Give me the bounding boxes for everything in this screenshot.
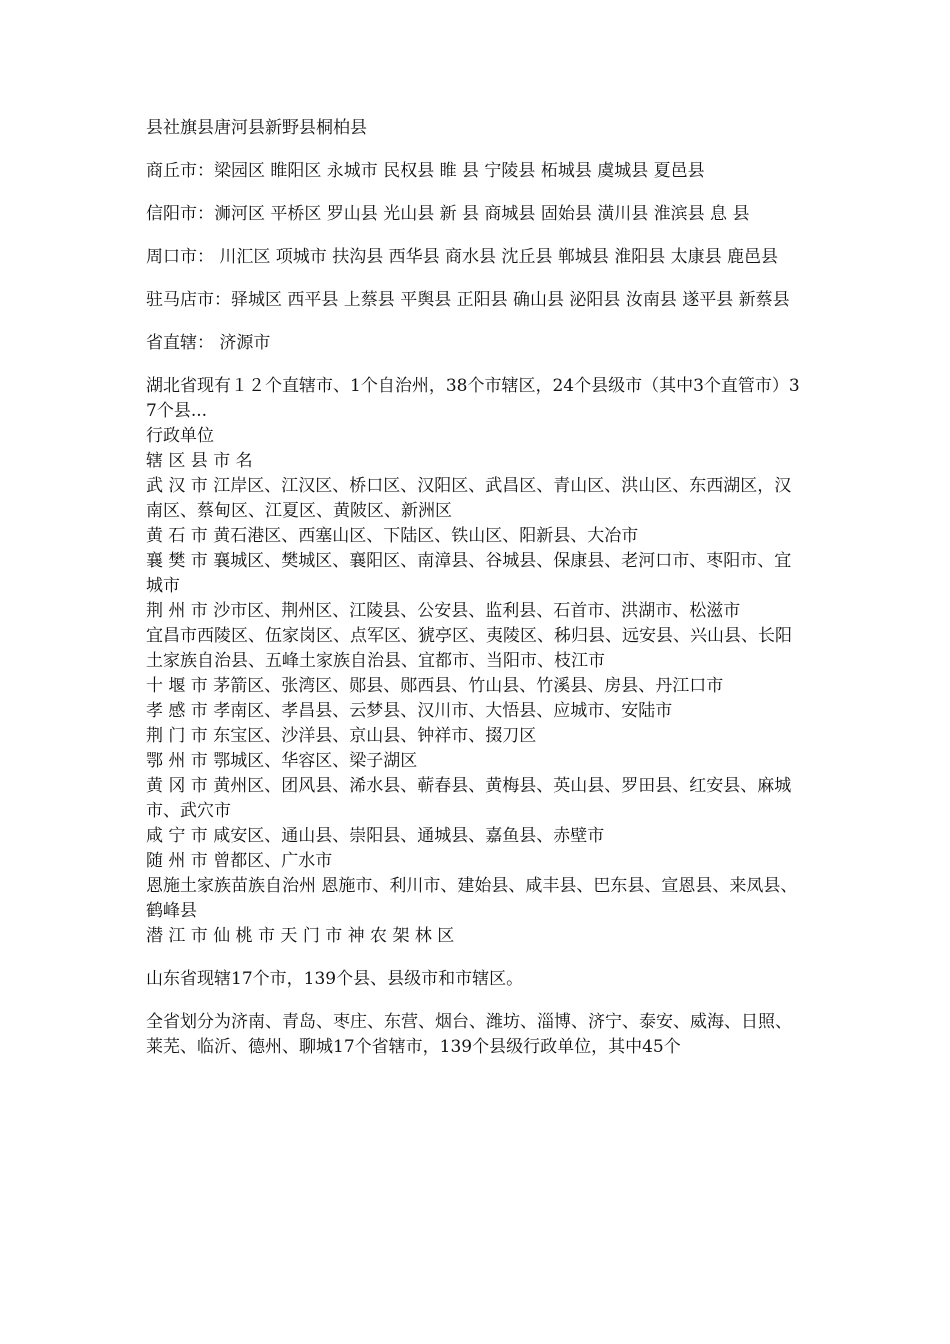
hubei-row-wuhan: 武 汉 市 江岸区、江汉区、桥口区、汉阳区、武昌区、青山区、洪山区、东西湖区，汉南区、蔡甸区、江夏区、黄陂区、新洲区 bbox=[146, 476, 792, 521]
hubei-row-huangshi: 黄 石 市 黄石港区、西塞山区、下陆区、铁山区、阳新县、大冶市 bbox=[146, 526, 639, 546]
hubei-row-huanggang: 黄 冈 市 黄州区、团风县、浠水县、蕲春县、黄梅县、英山县、罗田县、红安县、麻城市、武穴市 bbox=[146, 776, 792, 821]
hubei-row-ezhou: 鄂 州 市 鄂城区、华容区、梁子湖区 bbox=[146, 751, 418, 771]
hubei-row-xianning: 咸 宁 市 咸安区、通山县、崇阳县、通城县、嘉鱼县、赤壁市 bbox=[146, 826, 605, 846]
shandong-detail: 全省划分为济南、青岛、枣庄、东营、烟台、潍坊、淄博、济宁、泰安、威海、日照、莱芜、临沂、德州、聊城17个省辖市，139个县级行政单位，其中45个 bbox=[146, 1012, 792, 1057]
hubei-row-jingzhou: 荆 州 市 沙市区、荆州区、江陵县、公安县、监利县、石首市、洪湖市、松滋市 bbox=[146, 601, 741, 621]
nanyang-tail-line: 县社旗县唐河县新野县桐柏县 bbox=[146, 118, 367, 138]
hubei-row-xiaogan: 孝 感 市 孝南区、孝昌县、云梦县、汉川市、大悟县、应城市、安陆市 bbox=[146, 701, 673, 721]
shandong-intro: 山东省现辖17个市，139个县、县级市和市辖区。 bbox=[146, 969, 524, 989]
hubei-header-unit: 行政单位 bbox=[146, 426, 214, 446]
zhumadian-line: 驻马店市：驿城区 西平县 上蔡县 平舆县 正阳县 确山县 泌阳县 汝南县 遂平县 新蔡县 bbox=[146, 290, 790, 310]
hubei-row-shiyan: 十 堰 市 茅箭区、张湾区、郧县、郧西县、竹山县、竹溪县、房县、丹江口市 bbox=[146, 676, 724, 696]
hubei-row-jingmen: 荆 门 市 东宝区、沙洋县、京山县、钟祥市、掇刀区 bbox=[146, 726, 537, 746]
hubei-section bbox=[146, 374, 806, 949]
provincial-direct-line: 省直辖： 济源市 bbox=[146, 333, 271, 353]
hubei-row-xiangfan: 襄 樊 市 襄城区、樊城区、襄阳区、南漳县、谷城县、保康县、老河口市、枣阳市、宜城市 bbox=[146, 551, 792, 596]
zhoukou-line: 周口市： 川汇区 项城市 扶沟县 西华县 商水县 沈丘县 郸城县 淮阳县 太康县 鹿邑县 bbox=[146, 247, 779, 267]
hubei-row-yichang: 宜昌市西陵区、伍家岗区、点军区、猇亭区、夷陵区、秭归县、远安县、兴山县、长阳土家族自治县、五峰土家族自治县、宜都市、当阳市、枝江市 bbox=[146, 626, 792, 671]
xinyang-line: 信阳市：浉河区 平桥区 罗山县 光山县 新 县 商城县 固始县 潢川县 淮滨县 息 县 bbox=[146, 204, 750, 224]
shangqiu-line: 商丘市：梁园区 睢阳区 永城市 民权县 睢 县 宁陵县 柘城县 虞城县 夏邑县 bbox=[146, 161, 705, 181]
document-page bbox=[146, 116, 806, 1078]
hubei-row-suizhou: 随 州 市 曾都区、广水市 bbox=[146, 851, 333, 871]
hubei-header-districts: 辖 区 县 市 名 bbox=[146, 451, 253, 471]
hubei-intro: 湖北省现有１２个直辖市、1个自治州，38个市辖区，24个县级市（其中3个直管市）37个县... bbox=[146, 376, 800, 421]
hubei-row-direct-cities: 潜 江 市 仙 桃 市 天 门 市 神 农 架 林 区 bbox=[146, 926, 455, 946]
hubei-row-enshi: 恩施土家族苗族自治州 恩施市、利川市、建始县、咸丰县、巴东县、宣恩县、来凤县、鹤峰县 bbox=[146, 876, 798, 921]
